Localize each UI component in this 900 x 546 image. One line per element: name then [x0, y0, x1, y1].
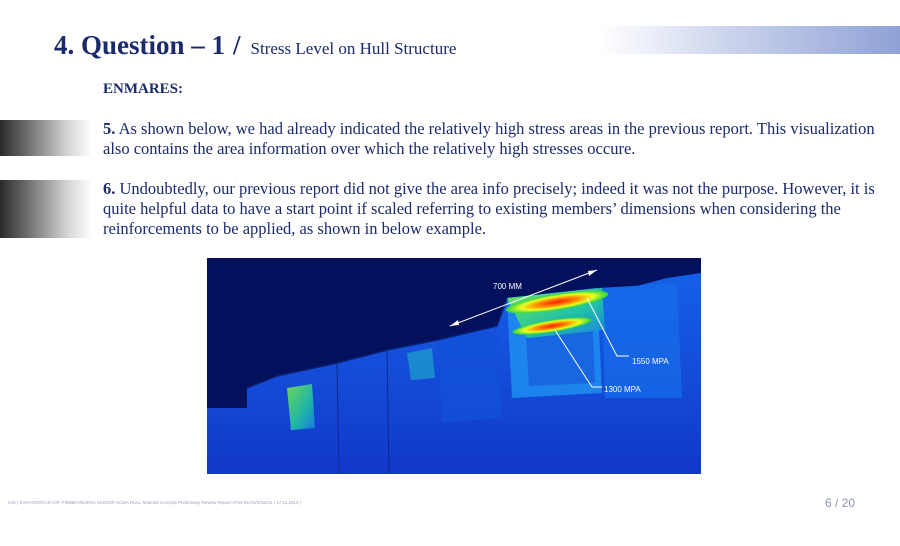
fea-stress-plot	[207, 258, 701, 474]
paragraph-5-number: 5.	[103, 119, 116, 138]
page-title	[54, 30, 456, 61]
paragraph-5-text: As shown below, we had already indicated the relatively high stress areas in the previous report. This visualization also contains the area information over which the relatively high stresses occure.	[103, 119, 875, 158]
paragraph-marker-6	[0, 180, 92, 238]
dimension-label: 700 MM	[493, 282, 522, 291]
paragraph-6	[103, 179, 893, 239]
title-subtitle: Stress Level on Hull Structure	[250, 39, 457, 58]
footer-text: GIS | SARAYDOĞAN CIP. PIRIBEY/BURSA ISNOOR SCMA HULL Material Concept Preliminary Review Report 4784-05-01/2015/11 | 17.11.2015 |	[8, 500, 301, 505]
annotation-1550: 1550 MPA	[632, 357, 669, 366]
header-accent-band	[600, 26, 900, 54]
title-separator: /	[233, 30, 241, 60]
stress-contour-image	[207, 258, 701, 474]
page-number: 6 / 20	[825, 496, 856, 510]
title-main: 4. Question – 1	[54, 30, 226, 60]
section-label: ENMARES:	[103, 81, 184, 97]
paragraph-6-text: Undoubtedly, our previous report did not give the area info precisely; indeed it was not the purpose. However, it is quite helpful data to have a start point if scaled referring to existing members’ dimensions when considering the reinforcements to be applied, as shown in below example.	[103, 179, 875, 238]
annotation-1300: 1300 MPA	[604, 385, 641, 394]
paragraph-marker-5	[0, 120, 92, 156]
paragraph-6-number: 6.	[103, 179, 116, 198]
paragraph-5	[103, 119, 893, 159]
